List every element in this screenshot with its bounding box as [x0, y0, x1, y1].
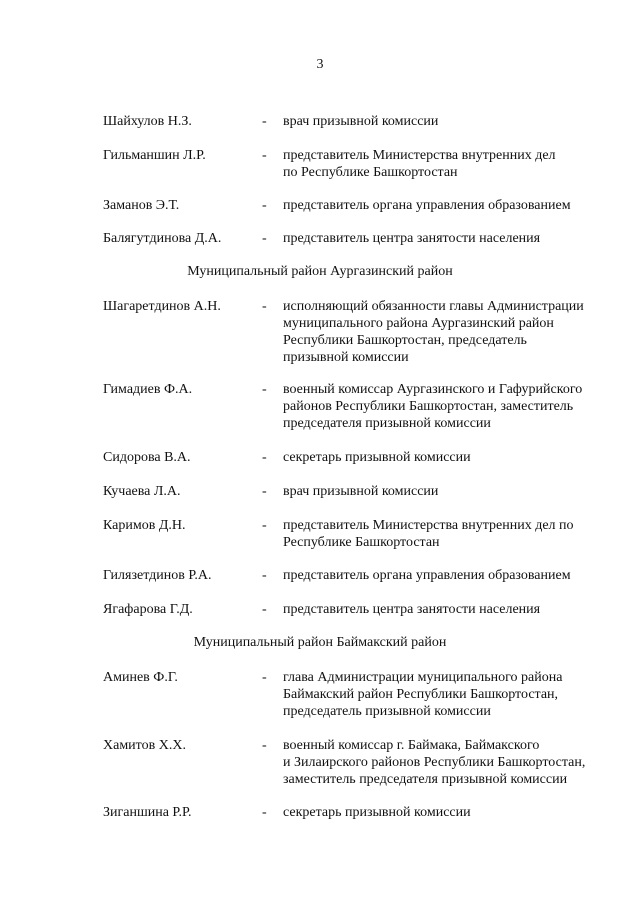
- separator-dash: -: [262, 198, 267, 213]
- member-role: [283, 113, 628, 130]
- member-name: Балягутдинова Д.А.: [103, 231, 222, 246]
- role-line: военный комиссар г. Баймака, Баймакского: [283, 738, 540, 753]
- separator-dash: -: [262, 231, 267, 246]
- role-line: председателя призывной комиссии: [283, 416, 491, 431]
- separator-dash: -: [262, 148, 267, 163]
- role-line: секретарь призывной комиссии: [283, 450, 471, 465]
- page-number: 3: [316, 57, 324, 72]
- member-role: [283, 804, 628, 821]
- member-role: [283, 669, 628, 720]
- member-role: [283, 147, 628, 181]
- separator-dash: -: [262, 738, 267, 753]
- separator-dash: -: [262, 568, 267, 583]
- role-line: Республике Башкортостан: [283, 535, 440, 550]
- member-name: Гимадиев Ф.А.: [103, 382, 193, 397]
- role-line: заместитель председателя призывной комиссии: [283, 772, 568, 787]
- role-line: секретарь призывной комиссии: [283, 805, 471, 820]
- member-name: Шайхулов Н.З.: [103, 114, 192, 129]
- role-line: и Зилаирского районов Республики Башкортостан,: [283, 755, 586, 770]
- separator-dash: -: [262, 670, 267, 685]
- separator-dash: -: [262, 382, 267, 397]
- member-role: [283, 230, 628, 247]
- separator-dash: -: [262, 518, 267, 533]
- role-line: районов Республики Башкортостан, заместитель: [283, 399, 574, 414]
- member-name: Гильманшин Л.Р.: [103, 148, 206, 163]
- role-line: председатель призывной комиссии: [283, 704, 491, 719]
- member-name: Ягафарова Г.Д.: [103, 602, 193, 617]
- role-line: военный комиссар Аургазинского и Гафурийского: [283, 382, 583, 397]
- role-line: представитель органа управления образованием: [283, 198, 571, 213]
- member-role: [283, 298, 628, 366]
- member-role: [283, 483, 628, 500]
- separator-dash: -: [262, 602, 267, 617]
- role-line: представитель органа управления образованием: [283, 568, 571, 583]
- role-line: муниципального района Аургазинский район: [283, 316, 554, 331]
- role-line: представитель Министерства внутренних дел: [283, 148, 556, 163]
- role-line: представитель центра занятости населения: [283, 602, 541, 617]
- member-name: Заманов Э.Т.: [103, 198, 180, 213]
- role-line: глава Администрации муниципального района: [283, 670, 563, 685]
- role-line: по Республике Башкортостан: [283, 165, 458, 180]
- member-name: Сидорова В.А.: [103, 450, 191, 465]
- separator-dash: -: [262, 450, 267, 465]
- section-heading: Муниципальный район Аургазинский район: [187, 264, 453, 279]
- separator-dash: -: [262, 299, 267, 314]
- role-line: призывной комиссии: [283, 350, 409, 365]
- member-role: [283, 381, 628, 432]
- member-role: [283, 567, 628, 584]
- member-name: Шагаретдинов А.Н.: [103, 299, 221, 314]
- member-name: Аминев Ф.Г.: [103, 670, 178, 685]
- member-role: [283, 517, 628, 551]
- member-name: Гилязетдинов Р.А.: [103, 568, 212, 583]
- separator-dash: -: [262, 805, 267, 820]
- role-line: врач призывной комиссии: [283, 114, 439, 129]
- member-role: [283, 449, 628, 466]
- role-line: врач призывной комиссии: [283, 484, 439, 499]
- member-role: [283, 737, 628, 788]
- member-name: Хамитов Х.Х.: [103, 738, 186, 753]
- member-role: [283, 197, 628, 214]
- role-line: исполняющий обязанности главы Администрации: [283, 299, 584, 314]
- role-line: Баймакский район Республики Башкортостан,: [283, 687, 559, 702]
- member-name: Кучаева Л.А.: [103, 484, 181, 499]
- role-line: представитель центра занятости населения: [283, 231, 541, 246]
- member-name: Каримов Д.Н.: [103, 518, 186, 533]
- role-line: Республики Башкортостан, председатель: [283, 333, 527, 348]
- member-role: [283, 601, 628, 618]
- member-name: Зиганшина Р.Р.: [103, 805, 192, 820]
- separator-dash: -: [262, 114, 267, 129]
- separator-dash: -: [262, 484, 267, 499]
- role-line: представитель Министерства внутренних дел по: [283, 518, 574, 533]
- section-heading: Муниципальный район Баймакский район: [193, 635, 447, 650]
